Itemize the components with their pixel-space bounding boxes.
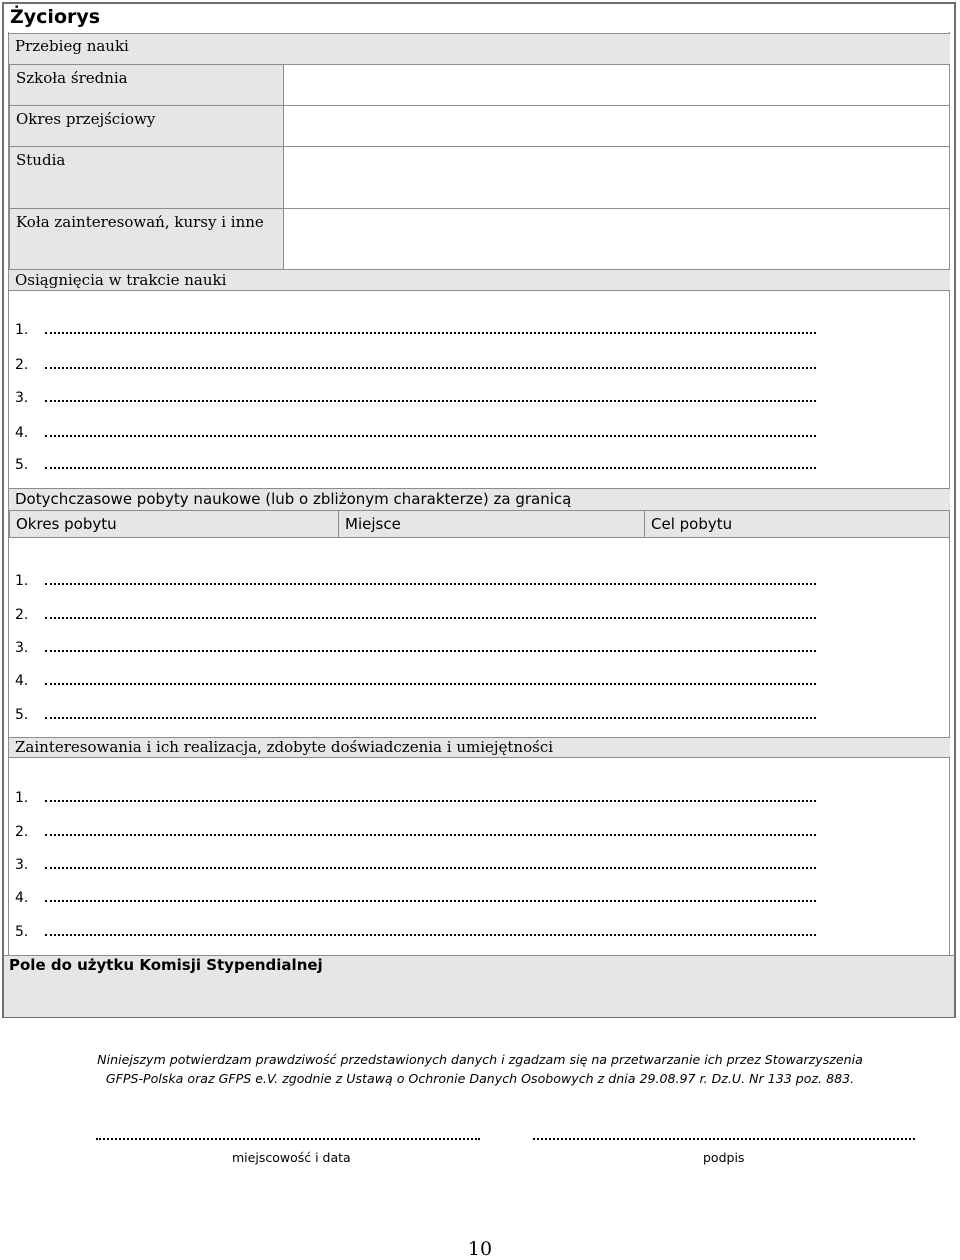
list-number: 5. bbox=[15, 924, 29, 940]
commission-label: Pole do użytku Komisji Stypendialnej bbox=[9, 956, 323, 974]
signature-label: podpis bbox=[703, 1150, 745, 1165]
education-header bbox=[9, 33, 950, 65]
transition-period-field[interactable] bbox=[283, 105, 950, 147]
list-number: 2. bbox=[15, 357, 29, 373]
stay-line[interactable] bbox=[15, 606, 816, 623]
stays-column-period bbox=[9, 510, 339, 538]
interest-line[interactable] bbox=[15, 789, 816, 806]
education-label-transition bbox=[9, 105, 284, 147]
list-number: 2. bbox=[15, 607, 29, 623]
declaration-line: Niniejszym potwierdzam prawdziwość przedstawionych danych i zgadzam się na przetwarzanie ich przez Stowarzyszenia bbox=[97, 1052, 863, 1067]
dotted-line bbox=[45, 321, 816, 334]
stays-header-text: Dotychczasowe pobyty naukowe (lub o zbliżonym charakterze) za granicą bbox=[15, 490, 572, 508]
column-header-text: Cel pobytu bbox=[651, 515, 733, 533]
achievement-line[interactable] bbox=[15, 356, 816, 373]
dotted-line bbox=[45, 706, 816, 719]
dotted-line bbox=[45, 889, 816, 902]
list-number: 1. bbox=[15, 322, 29, 338]
list-number: 4. bbox=[15, 890, 29, 906]
stays-column-place bbox=[338, 510, 645, 538]
list-number: 1. bbox=[15, 573, 29, 589]
form-title: Życiorys bbox=[10, 6, 101, 28]
achievement-line[interactable] bbox=[15, 424, 816, 441]
achievement-line[interactable] bbox=[15, 456, 816, 473]
interests-courses-field[interactable] bbox=[283, 208, 950, 270]
studies-field[interactable] bbox=[283, 146, 950, 209]
achievements-header bbox=[9, 269, 950, 291]
interest-line[interactable] bbox=[15, 889, 816, 906]
education-label-text: Studia bbox=[16, 151, 66, 169]
high-school-field[interactable] bbox=[283, 64, 950, 106]
interests-header bbox=[9, 737, 950, 758]
interest-line[interactable] bbox=[15, 823, 816, 840]
place-date-field[interactable] bbox=[96, 1128, 480, 1140]
achievement-line[interactable] bbox=[15, 321, 816, 338]
education-label-text: Okres przejściowy bbox=[16, 110, 156, 128]
stays-column-purpose bbox=[644, 510, 950, 538]
dotted-line bbox=[45, 672, 816, 685]
signature-field[interactable] bbox=[533, 1128, 915, 1140]
dotted-line bbox=[45, 606, 816, 619]
dotted-line bbox=[45, 823, 816, 836]
education-label-text: Szkoła średnia bbox=[16, 69, 128, 87]
dotted-line bbox=[45, 424, 816, 437]
column-header-text: Miejsce bbox=[345, 515, 401, 533]
dotted-line bbox=[45, 389, 816, 402]
place-date-label: miejscowość i data bbox=[232, 1150, 351, 1165]
list-number: 5. bbox=[15, 457, 29, 473]
dotted-line bbox=[45, 456, 816, 469]
achievements-header-text: Osiągnięcia w trakcie nauki bbox=[15, 271, 227, 289]
page-number: 10 bbox=[467, 1238, 493, 1260]
interest-line[interactable] bbox=[15, 856, 816, 873]
interest-line[interactable] bbox=[15, 923, 816, 940]
education-label-interests bbox=[9, 208, 284, 270]
stay-line[interactable] bbox=[15, 572, 816, 589]
list-number: 5. bbox=[15, 707, 29, 723]
declaration-line: GFPS-Polska oraz GFPS e.V. zgodnie z Ustawą o Ochronie Danych Osobowych z dnia 29.08.97 r. Dz.U. Nr 133 poz. 883. bbox=[105, 1071, 855, 1086]
list-number: 1. bbox=[15, 790, 29, 806]
education-label-text: Koła zainteresowań, kursy i inne bbox=[16, 213, 264, 231]
data-consent-declaration bbox=[40, 1050, 920, 1088]
dotted-line bbox=[45, 356, 816, 369]
list-number: 4. bbox=[15, 673, 29, 689]
stay-line[interactable] bbox=[15, 639, 816, 656]
stay-line[interactable] bbox=[15, 706, 816, 723]
dotted-line bbox=[45, 923, 816, 936]
list-number: 2. bbox=[15, 824, 29, 840]
interests-header-text: Zainteresowania i ich realizacja, zdobyte doświadczenia i umiejętności bbox=[15, 738, 554, 756]
dotted-line bbox=[45, 639, 816, 652]
list-number: 3. bbox=[15, 390, 29, 406]
stays-header bbox=[9, 488, 950, 511]
list-number: 3. bbox=[15, 640, 29, 656]
column-header-text: Okres pobytu bbox=[16, 515, 117, 533]
education-label-high-school bbox=[9, 64, 284, 106]
education-label-studies bbox=[9, 146, 284, 209]
list-number: 4. bbox=[15, 425, 29, 441]
dotted-line bbox=[45, 856, 816, 869]
achievement-line[interactable] bbox=[15, 389, 816, 406]
stay-line[interactable] bbox=[15, 672, 816, 689]
list-number: 3. bbox=[15, 857, 29, 873]
education-header-text: Przebieg nauki bbox=[15, 37, 129, 55]
dotted-line bbox=[45, 572, 816, 585]
dotted-line bbox=[45, 789, 816, 802]
